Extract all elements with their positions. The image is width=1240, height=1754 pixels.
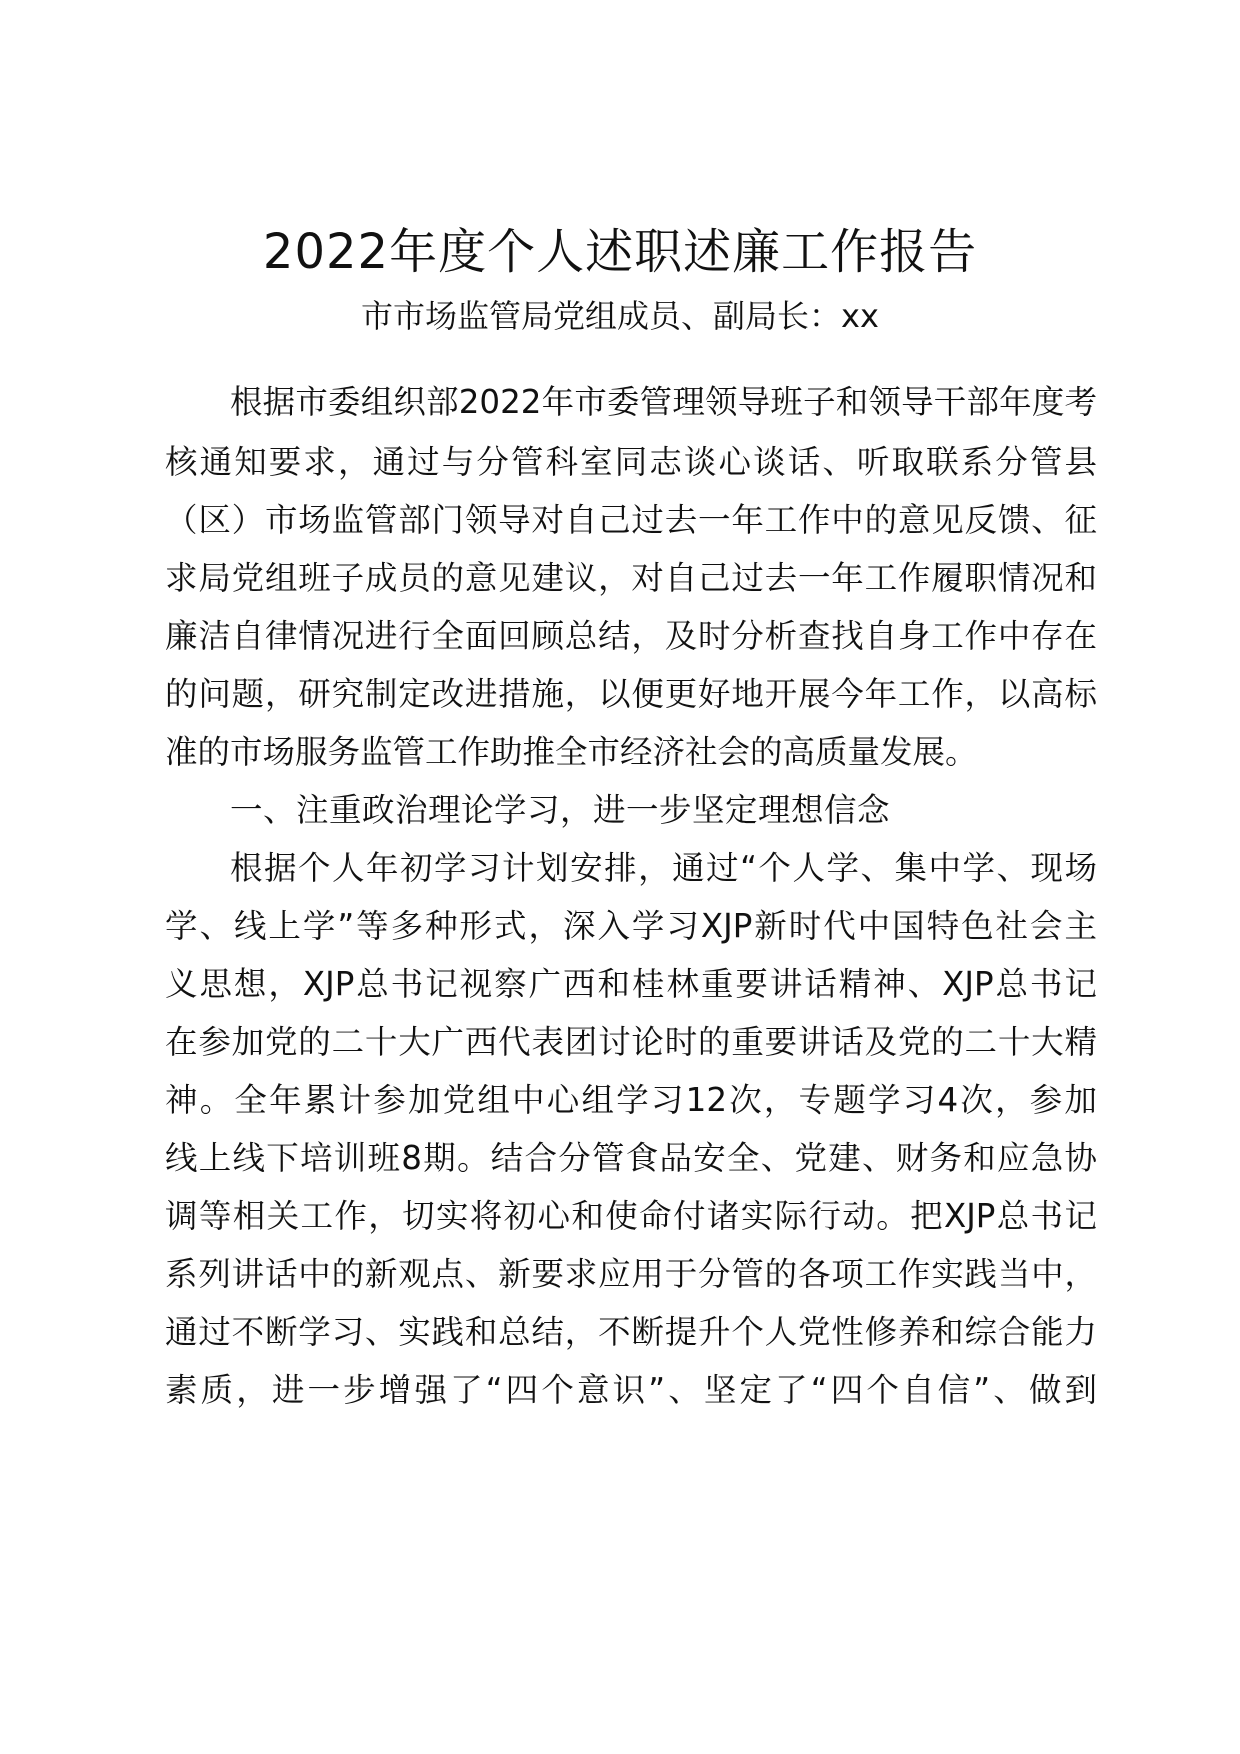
paragraph-2-line: 根据个人年初学习计划安排，通过“个人学、集中学、现场 xyxy=(230,849,1097,887)
paragraph-1-line: 的问题，研究制定改进措施，以便更好地开展今年工作，以高标 xyxy=(165,675,1097,713)
paragraph-1-line: 求局党组班子成员的意见建议，对自己过去一年工作履职情况和 xyxy=(165,559,1097,597)
paragraph-1-line: 根据市委组织部2022年市委管理领导班子和领导干部年度考 xyxy=(230,383,1097,421)
paragraph-1-line: 核通知要求，通过与分管科室同志谈心谈话、听取联系分管县 xyxy=(165,443,1097,481)
paragraph-1-line: 廉洁自律情况进行全面回顾总结，及时分析查找自身工作中存在 xyxy=(165,617,1097,655)
paragraph-2-line: 调等相关工作，切实将初心和使命付诸实际行动。把XJP总书记 xyxy=(165,1197,1097,1235)
paragraph-2-line: 学、线上学”等多种形式，深入学习XJP新时代中国特色社会主 xyxy=(165,907,1097,945)
paragraph-1-line: （区）市场监管部门领导对自己过去一年工作中的意见反馈、征 xyxy=(165,501,1097,539)
paragraph-2-line: 素质，进一步增强了“四个意识”、坚定了“四个自信”、做到 xyxy=(165,1371,1097,1409)
paragraph-2-line: 系列讲话中的新观点、新要求应用于分管的各项工作实践当中， xyxy=(165,1255,1097,1293)
paragraph-2-line: 义思想，XJP总书记视察广西和桂林重要讲话精神、XJP总书记 xyxy=(165,965,1097,1003)
document-title: 2022年度个人述职述廉工作报告 xyxy=(262,224,978,280)
section-1-heading: 一、注重政治理论学习，进一步坚定理想信念 xyxy=(230,791,891,829)
paragraph-2-line: 在参加党的二十大广西代表团讨论时的重要讲话及党的二十大精 xyxy=(165,1023,1097,1061)
paragraph-2-line: 通过不断学习、实践和总结，不断提升个人党性修养和综合能力 xyxy=(165,1313,1097,1351)
paragraph-1-line: 准的市场服务监管工作助推全市经济社会的高质量发展。 xyxy=(165,733,978,771)
paragraph-2-line: 线上线下培训班8期。结合分管食品安全、党建、财务和应急协 xyxy=(165,1139,1097,1177)
document-subtitle: 市市场监管局党组成员、副局长：xx xyxy=(361,297,879,335)
paragraph-2-line: 神。全年累计参加党组中心组学习12次，专题学习4次，参加 xyxy=(165,1081,1097,1119)
